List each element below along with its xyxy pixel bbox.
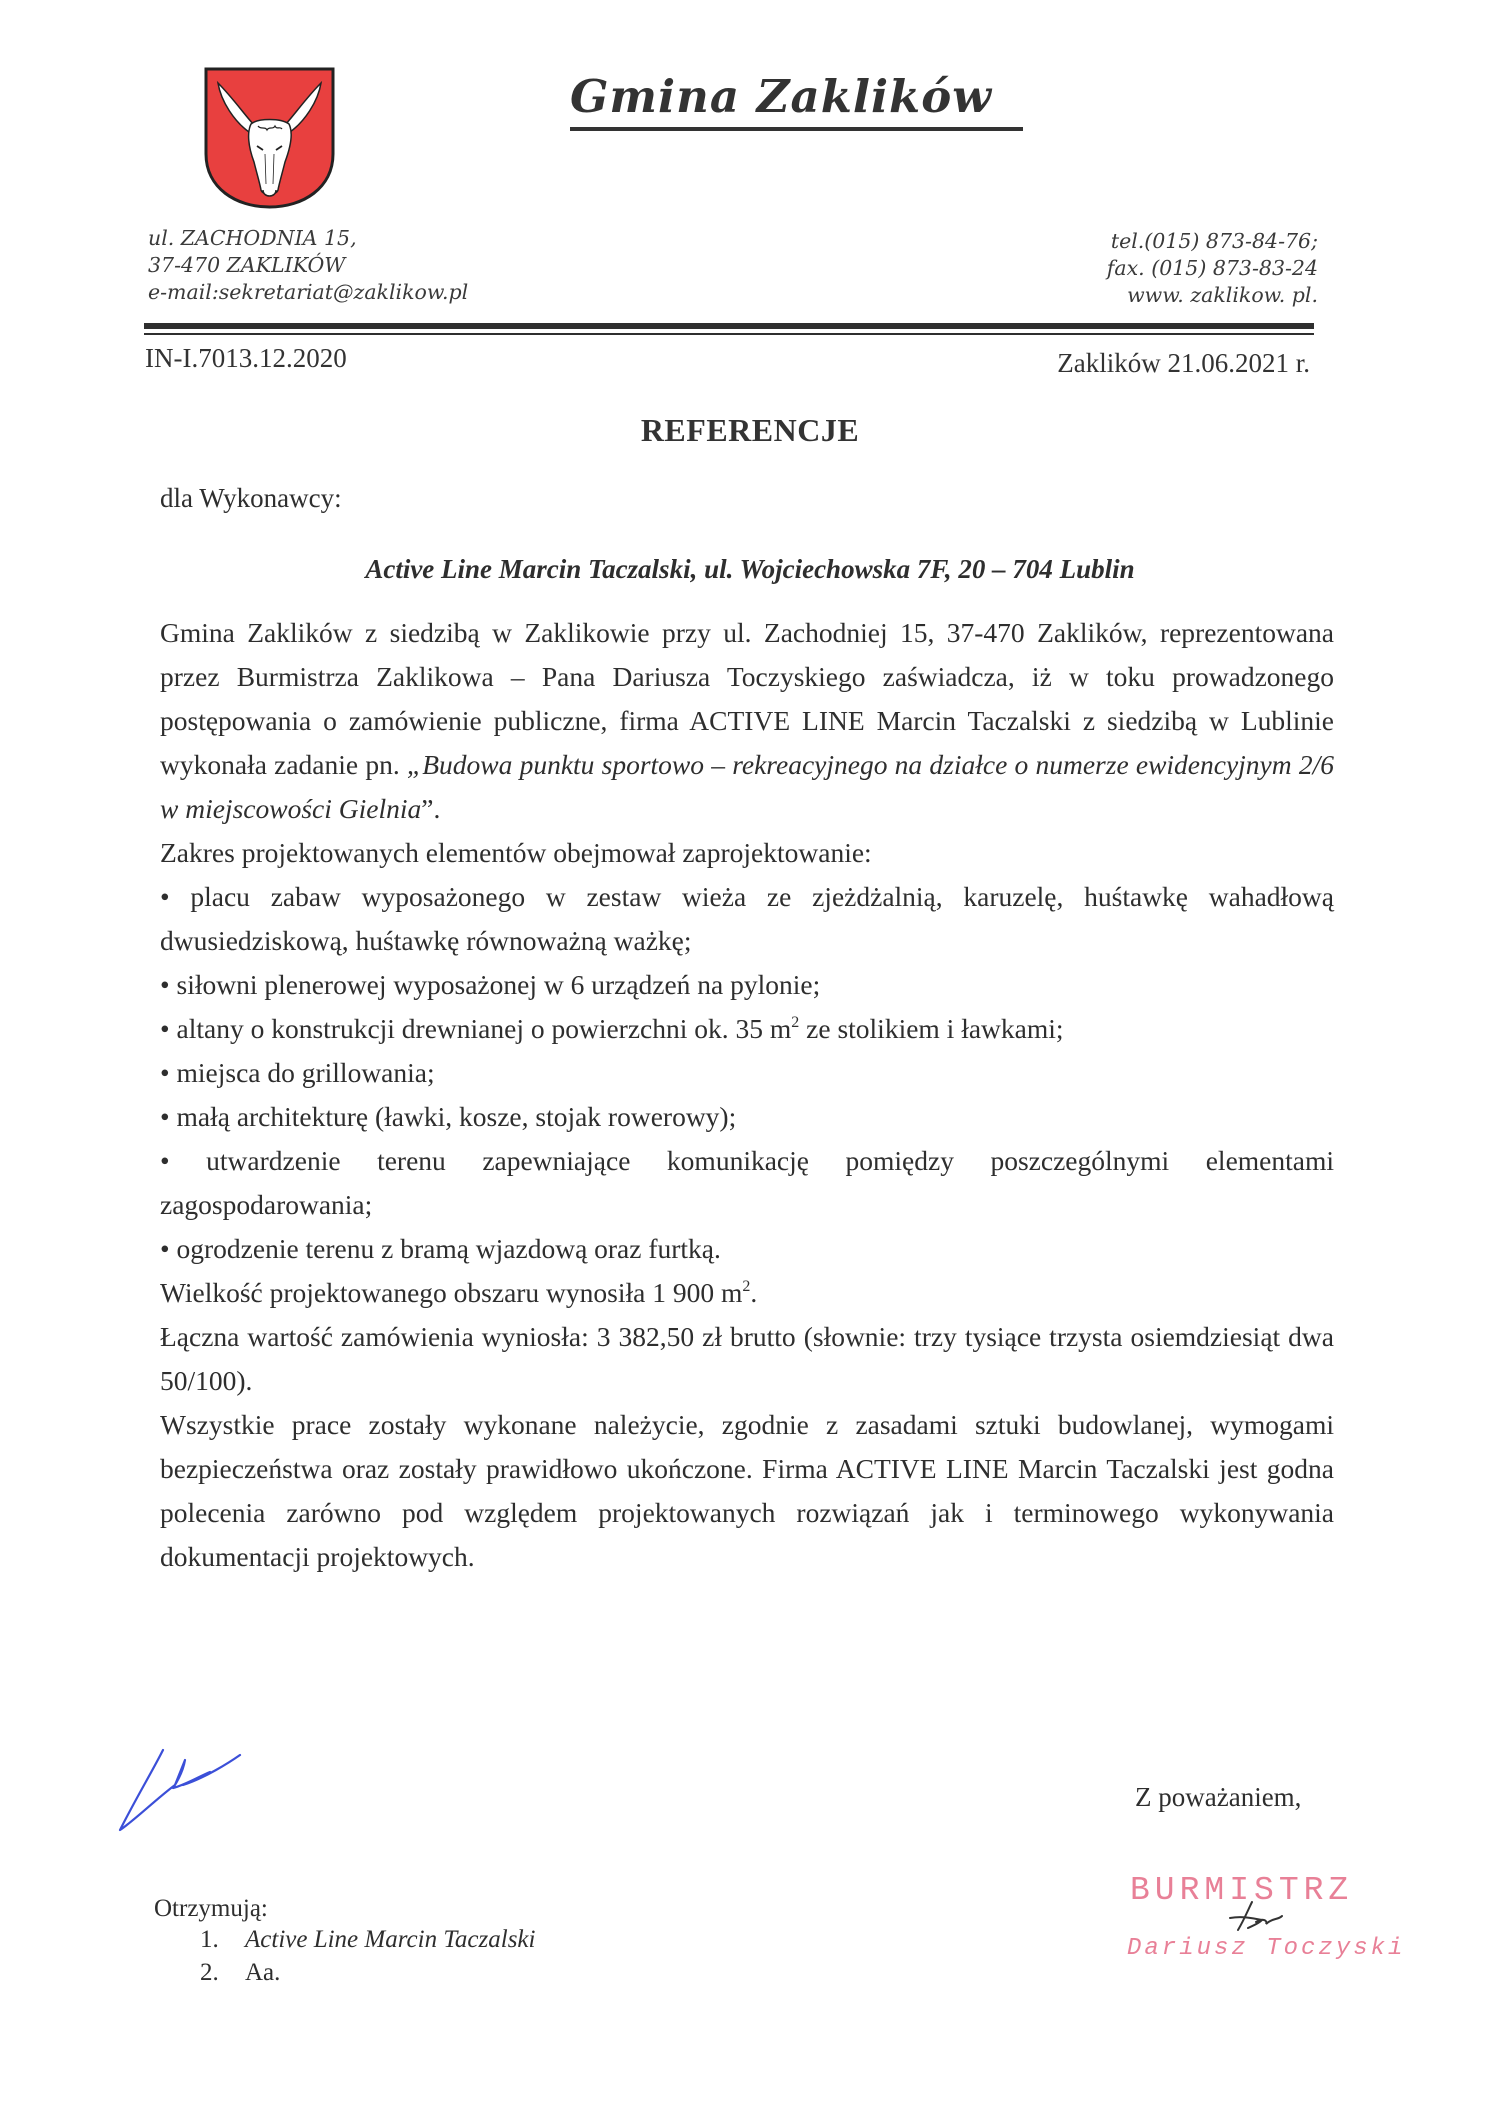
conclusion-paragraph: Wszystkie prace zostały wykonane należycie, zgodnie z zasadami sztuki budowlanej, wymogami bezpieczeństwa oraz zostały prawidłowo ukończone. Firma ACTIVE LINE Marcin Taczalski jest godna polecenia zarówno pod względem projektowanych rozwiązań jak i terminowego wykonywania dokumentacji projektowych. <box>160 1409 1334 1572</box>
stamp-signature-icon <box>1222 1900 1292 1936</box>
scope-item: • altany o konstrukcji drewnianej o powierzchni ok. 35 $m^2$ ze stolikiem i ławkami; <box>160 1013 1064 1044</box>
stamp-name: Dariusz Toczyski <box>1127 1935 1406 1962</box>
closing-regards: Z poważaniem, <box>1135 1782 1302 1812</box>
address-street: ul. ZACHODNIA 15, <box>148 226 357 250</box>
coat-of-arms-icon <box>203 66 336 210</box>
scope-item: • miejsca do grillowania; <box>160 1057 435 1088</box>
intro-paragraph: Gmina Zaklików z siedzibą w Zaklikowie przy ul. Zachodniej 15, 37-470 Zaklików, reprezentowana przez Burmistrza Zaklikowa – Pana Dariusza Toczyskiego zaświadcza, iż w toku prowadzonego postępowania o zamówienie publiczne, firma ACTIVE LINE Marcin Taczalski z siedzibą w Lublinie wykonała zadanie pn. „Budowa punktu sportowo – rekreacyjnego na działce o numerze ewidencyjnym 2/6 w miejscowości Gielnia”. <box>160 617 1334 824</box>
organization-name: Gmina Zaklików <box>570 70 992 123</box>
place-date: Zaklików 21.06.2021 r. <box>1057 348 1310 378</box>
contractor-name-address: Active Line Marcin Taczalski, ul. Wojciechowska 7F, 20 – 704 Lublin <box>365 554 1135 584</box>
reference-number: IN-I.7013.12.2020 <box>145 343 347 373</box>
area-paragraph: Wielkość projektowanego obszaru wynosiła 1 900 $m^2$. <box>160 1277 758 1308</box>
contact-block-right <box>1000 228 1318 309</box>
address-city: 37-470 ZAKLIKÓW <box>148 253 346 277</box>
distribution-label: Otrzymują: <box>154 1895 268 1922</box>
contact-fax: fax. (015) 873-83-24 <box>1106 256 1318 280</box>
distribution-list <box>200 1923 535 1989</box>
scope-item: • placu zabaw wyposażonego w zestaw wieża ze zjeżdżalnią, karuzelę, huśtawkę wahadłową dwusiedziskową, huśtawkę równoważną ważkę; <box>160 881 1334 956</box>
distribution-item: 1. Active Line Marcin Taczalski <box>200 1926 536 1953</box>
scope-item: • małą architekturę (ławki, kosze, stojak rowerowy); <box>160 1101 737 1132</box>
contact-tel: tel.(015) 873-84-76; <box>1110 229 1318 253</box>
header-divider-thin <box>144 333 1314 335</box>
stamp-title: BURMISTRZ <box>1130 1872 1354 1909</box>
distribution-item: 2. Aa. <box>200 1959 281 1986</box>
scope-item: • ogrodzenie terenu z bramą wjazdową oraz furtką. <box>160 1233 721 1264</box>
title-underline <box>570 127 1023 131</box>
document-title: REFERENCJE <box>640 412 860 448</box>
scope-label: Zakres projektowanych elementów obejmował zaprojektowanie: <box>160 837 872 868</box>
scope-item: • siłowni plenerowej wyposażonej w 6 urządzeń na pylonie; <box>160 969 821 1000</box>
recipient-label: dla Wykonawcy: <box>160 483 342 513</box>
scope-item: • utwardzenie terenu zapewniające komunikację pomiędzy poszczególnymi elementami zagospodarowania; <box>160 1145 1334 1220</box>
address-block-left <box>148 225 468 306</box>
handwritten-signature-icon <box>115 1740 275 1840</box>
task-name: „Budowa punktu sportowo – rekreacyjnego na działce o numerze ewidencyjnym 2/6 w miejscowości Gielnia <box>160 749 1334 824</box>
letter-body <box>160 611 1334 1579</box>
value-paragraph: Łączna wartość zamówienia wyniosła: 3 382,50 zł brutto (słownie: trzy tysiące trzysta osiemdziesiąt dwa 50/100). <box>160 1321 1334 1396</box>
address-email: e-mail:sekretariat@zaklikow.pl <box>148 280 469 304</box>
contact-www: www. zaklikow. pl. <box>1127 283 1318 307</box>
header-divider-thick <box>144 323 1314 329</box>
